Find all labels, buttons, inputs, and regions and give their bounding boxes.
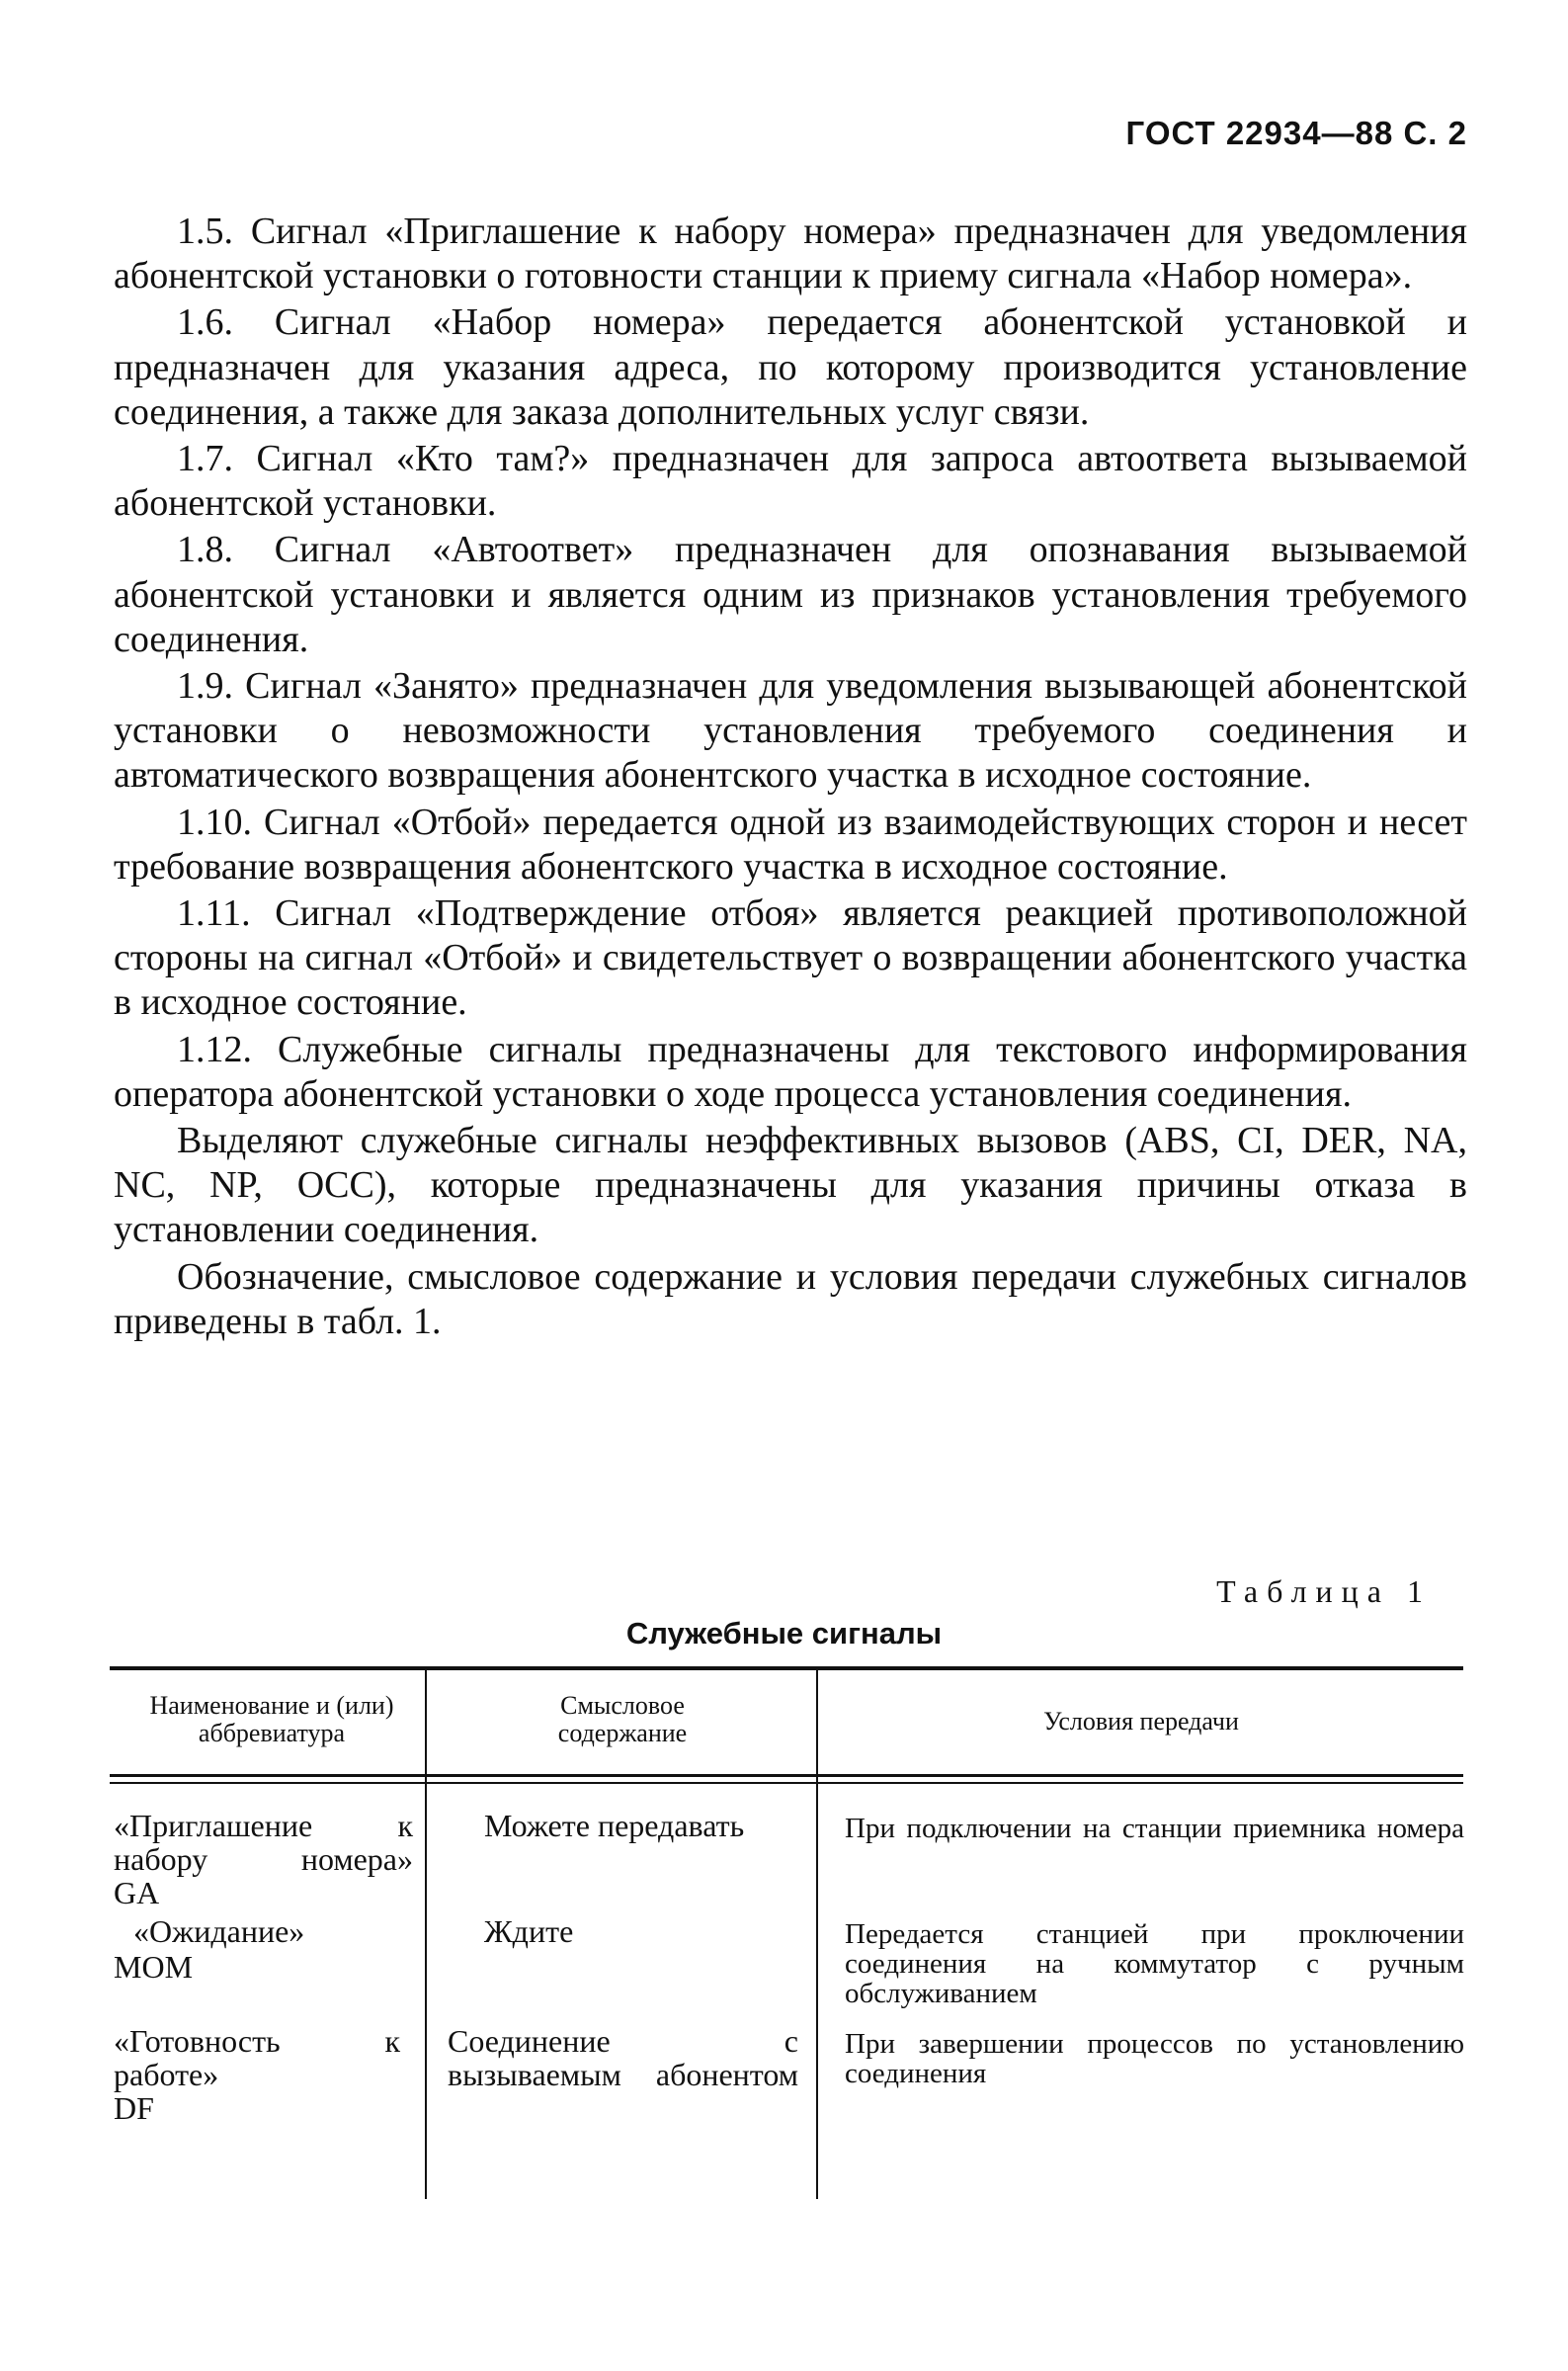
table-row-2-abbr: МОМ	[114, 1949, 194, 1985]
paragraph-1-9: 1.9. Сигнал «Занято» предназначен для уведомления вызывающей абонентской установки о невозможности установления требуемого соединения и автоматического возвращения абонентского участка в исходное состояние.	[114, 665, 1467, 797]
table-row-3-abbr: DF	[114, 2090, 154, 2126]
body-text	[114, 210, 1467, 1344]
page-header: ГОСТ 22934—88 С. 2	[1125, 115, 1467, 151]
table-row-1-abbr: GA	[114, 1875, 160, 1910]
table-row-2-condition: Передается станцией при проключении соединения на коммутатор с ручным обслуживанием	[845, 1918, 1464, 2009]
column-header-condition: Условия передачи	[1043, 1707, 1239, 1736]
table-row-2-name: «Ожидание»	[133, 1913, 305, 1949]
table-top-rule	[110, 1666, 1463, 1670]
paragraph-1-12: 1.12. Служебные сигналы предназначены для текстового информирования оператора абонентской установки о ходе процесса установления соединения.	[114, 1028, 1467, 1115]
table-row-3-meaning: Соединение с вызываемым абонентом	[448, 2023, 798, 2092]
table-row-3-name: «Готовность к работе»	[114, 2023, 400, 2092]
paragraph-1-6: 1.6. Сигнал «Набор номера» передается абонентской установкой и предназначен для указания адреса, по которому производится установление соединения, а также для заказа дополнительных услуг связи.	[114, 301, 1467, 433]
table-label: Таблица 1	[1216, 1573, 1432, 1609]
paragraph-table-reference: Обозначение, смысловое содержание и условия передачи служебных сигналов приведены в табл. 1.	[114, 1255, 1467, 1342]
table-header-rule-2	[110, 1782, 1463, 1784]
table-row-2-meaning: Ждите	[484, 1913, 574, 1949]
table-header-rule-1	[110, 1774, 1463, 1777]
table-title: Служебные сигналы	[625, 1616, 943, 1651]
table-column-divider-1	[425, 1670, 427, 2199]
paragraph-1-8: 1.8. Сигнал «Автоответ» предназначен для опознавания вызываемой абонентской установки и является одним из признаков установления требуемого соединения.	[114, 529, 1467, 660]
column-header-name: Наименование и (или) аббревиатура	[149, 1691, 394, 1747]
paragraph-1-7: 1.7. Сигнал «Кто там?» предназначен для запроса автоответа вызываемой абонентской установки.	[114, 438, 1467, 525]
table-row-1-meaning: Можете передавать	[484, 1808, 745, 1843]
paragraph-service-signals: Выделяют служебные сигналы неэффективных вызовов (ABS, CI, DER, NA, NC, NP, OCC), которые предназначены для указания причины отказа в установлении соединения.	[114, 1120, 1467, 1251]
paragraph-1-10: 1.10. Сигнал «Отбой» передается одной из взаимодействующих сторон и несет требование возвращения абонентского участка в исходное состояние.	[114, 801, 1467, 888]
table-row-3-condition: При завершении процессов по установлению соединения	[845, 2028, 1464, 2089]
paragraph-1-5: 1.5. Сигнал «Приглашение к набору номера» предназначен для уведомления абонентской установки о готовности станции к приему сигнала «Набор номера».	[114, 211, 1467, 297]
paragraph-1-11: 1.11. Сигнал «Подтверждение отбоя» является реакцией противоположной стороны на сигнал «Отбой» и свидетельствует о возвращении абонентского участка в исходное состояние.	[114, 892, 1467, 1024]
table-row-1-condition: При подключении на станции приемника номера	[845, 1813, 1464, 1844]
column-header-meaning: Смысловое содержание	[557, 1691, 688, 1747]
table-column-divider-2	[816, 1670, 818, 2199]
table-row-1-name: «Приглашение к набору номера»	[114, 1808, 413, 1877]
